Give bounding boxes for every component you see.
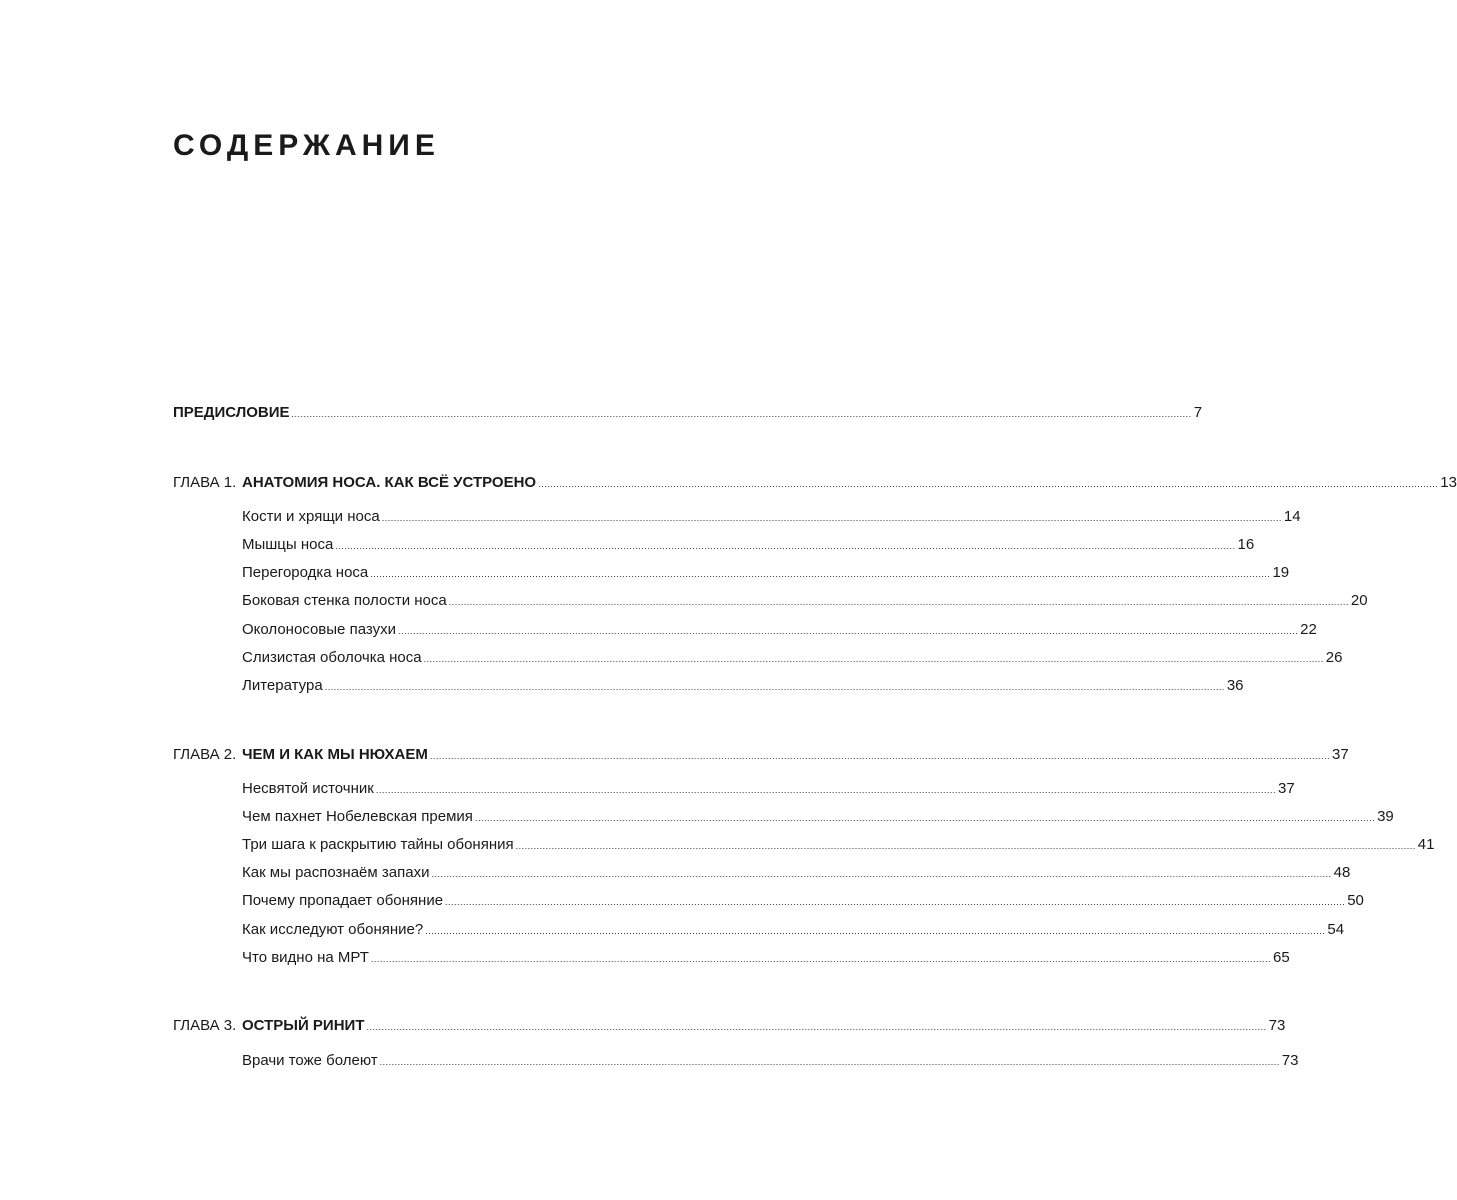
toc-entry-page: 50	[1347, 892, 1364, 909]
toc-entry-preface[interactable]	[173, 403, 1203, 424]
toc-entry-page: 13	[1440, 474, 1457, 491]
dot-leader: ............................................................................................................................................................................................................................................................................................................	[370, 569, 1271, 579]
dot-leader: ............................................................................................................................................................................................................................................................................................................	[366, 1022, 1267, 1032]
toc-entry-page: 73	[1281, 1052, 1299, 1069]
toc-entry-label: Боковая стенка полости носа	[242, 592, 447, 609]
dot-leader: ............................................................................................................................................................................................................................................................................................................	[429, 751, 1331, 761]
toc-entry-page: 14	[1283, 508, 1301, 525]
toc-entry-label: Как мы распознаём запахи	[242, 864, 430, 881]
dot-leader: ............................................................................................................................................................................................................................................................................................................	[425, 926, 1326, 936]
toc-entry-label: ЧЕМ И КАК МЫ НЮХАЕМ	[242, 746, 428, 763]
toc-entry-page: 37	[1277, 780, 1295, 797]
toc-entry-page: 48	[1333, 864, 1351, 881]
toc-entry-section[interactable]	[242, 591, 1368, 612]
dot-leader: ............................................................................................................................................................................................................................................................................................................	[379, 1057, 1280, 1067]
toc-entry-page: 65	[1273, 949, 1290, 966]
toc-entry-label: ОСТРЫЙ РИНИТ	[242, 1017, 365, 1034]
dot-leader: ............................................................................................................................................................................................................................................................................................................	[397, 626, 1299, 636]
dot-leader: ............................................................................................................................................................................................................................................................................................................	[324, 682, 1225, 692]
toc-entry-label: Слизистая оболочка носа	[242, 649, 422, 666]
toc-entry-label: ПРЕДИСЛОВИЕ	[173, 404, 290, 421]
toc-entry-label: АНАТОМИЯ НОСА. КАК ВСЁ УСТРОЕНО	[242, 474, 537, 491]
toc-entry-section[interactable]	[242, 920, 1345, 941]
toc-entry-section[interactable]	[242, 563, 1290, 584]
toc-entry-section[interactable]	[242, 779, 1295, 800]
toc-entry-page: 39	[1377, 808, 1394, 825]
toc-entry-page: 26	[1325, 649, 1343, 666]
dot-leader: ............................................................................................................................................................................................................................................................................................................	[448, 597, 1349, 607]
dot-leader: ............................................................................................................................................................................................................................................................................................................	[445, 897, 1346, 907]
toc-entry-section[interactable]	[242, 835, 1435, 856]
toc-entry-label: Мышцы носа	[242, 536, 334, 553]
toc-entry-page: 41	[1417, 836, 1435, 853]
chapter-number: ГЛАВА 1.	[173, 474, 237, 491]
dot-leader: ............................................................................................................................................................................................................................................................................................................	[375, 785, 1276, 795]
toc-entry-label: Литература	[242, 677, 323, 694]
toc-entry-label: Чем пахнет Нобелевская премия	[242, 808, 473, 825]
page-title: СОДЕРЖАНИЕ	[173, 129, 440, 162]
toc-entry-section[interactable]	[242, 948, 1290, 969]
toc-entry-label: Почему пропадает обоняние	[242, 892, 444, 909]
toc-entry-section[interactable]	[242, 648, 1343, 669]
toc-entry-label: Что видно на МРТ	[242, 949, 369, 966]
toc-entry-section[interactable]	[242, 676, 1244, 697]
dot-leader: ............................................................................................................................................................................................................................................................................................................	[291, 409, 1192, 419]
toc-entry-section[interactable]	[242, 863, 1351, 884]
dot-leader: ............................................................................................................................................................................................................................................................................................................	[431, 869, 1332, 879]
chapter-number: ГЛАВА 2.	[173, 746, 237, 763]
dot-leader: ............................................................................................................................................................................................................................................................................................................	[335, 541, 1236, 551]
toc-entry-section[interactable]	[242, 620, 1317, 641]
toc-entry-page: 19	[1272, 564, 1290, 581]
toc-entry-chapter[interactable]	[242, 745, 1349, 766]
toc-entry-page: 7	[1193, 404, 1203, 421]
toc-entry-page: 73	[1268, 1017, 1286, 1034]
toc-entry-page: 16	[1237, 536, 1255, 553]
toc-entry-label: Околоносовые пазухи	[242, 621, 396, 638]
toc-entry-section[interactable]	[242, 507, 1301, 528]
dot-leader: ............................................................................................................................................................................................................................................................................................................	[538, 479, 1439, 489]
toc-entry-chapter[interactable]	[242, 1016, 1286, 1037]
toc-entry-section[interactable]	[242, 535, 1255, 556]
chapter-number: ГЛАВА 3.	[173, 1017, 237, 1034]
toc-entry-page: 20	[1350, 592, 1368, 609]
toc-entry-label: Три шага к раскрытию тайны обоняния	[242, 836, 514, 853]
toc-entry-label: Перегородка носа	[242, 564, 369, 581]
toc-entry-page: 54	[1327, 921, 1345, 938]
dot-leader: ............................................................................................................................................................................................................................................................................................................	[370, 954, 1272, 964]
dot-leader: ............................................................................................................................................................................................................................................................................................................	[423, 654, 1324, 664]
dot-leader: ............................................................................................................................................................................................................................................................................................................	[474, 813, 1376, 823]
toc-entry-page: 36	[1226, 677, 1244, 694]
toc-entry-page: 37	[1332, 746, 1349, 763]
toc-entry-label: Несвятой источник	[242, 780, 374, 797]
dot-leader: ............................................................................................................................................................................................................................................................................................................	[381, 513, 1282, 523]
toc-entry-section[interactable]	[242, 807, 1394, 828]
toc-entry-chapter[interactable]	[242, 473, 1457, 494]
toc-entry-section[interactable]	[242, 891, 1364, 912]
toc-entry-label: Как исследуют обоняние?	[242, 921, 424, 938]
dot-leader: ............................................................................................................................................................................................................................................................................................................	[515, 841, 1416, 851]
toc-entry-page: 22	[1300, 621, 1317, 638]
toc-entry-label: Кости и хрящи носа	[242, 508, 380, 525]
toc-entry-section[interactable]	[242, 1051, 1299, 1072]
toc-entry-label: Врачи тоже болеют	[242, 1052, 378, 1069]
